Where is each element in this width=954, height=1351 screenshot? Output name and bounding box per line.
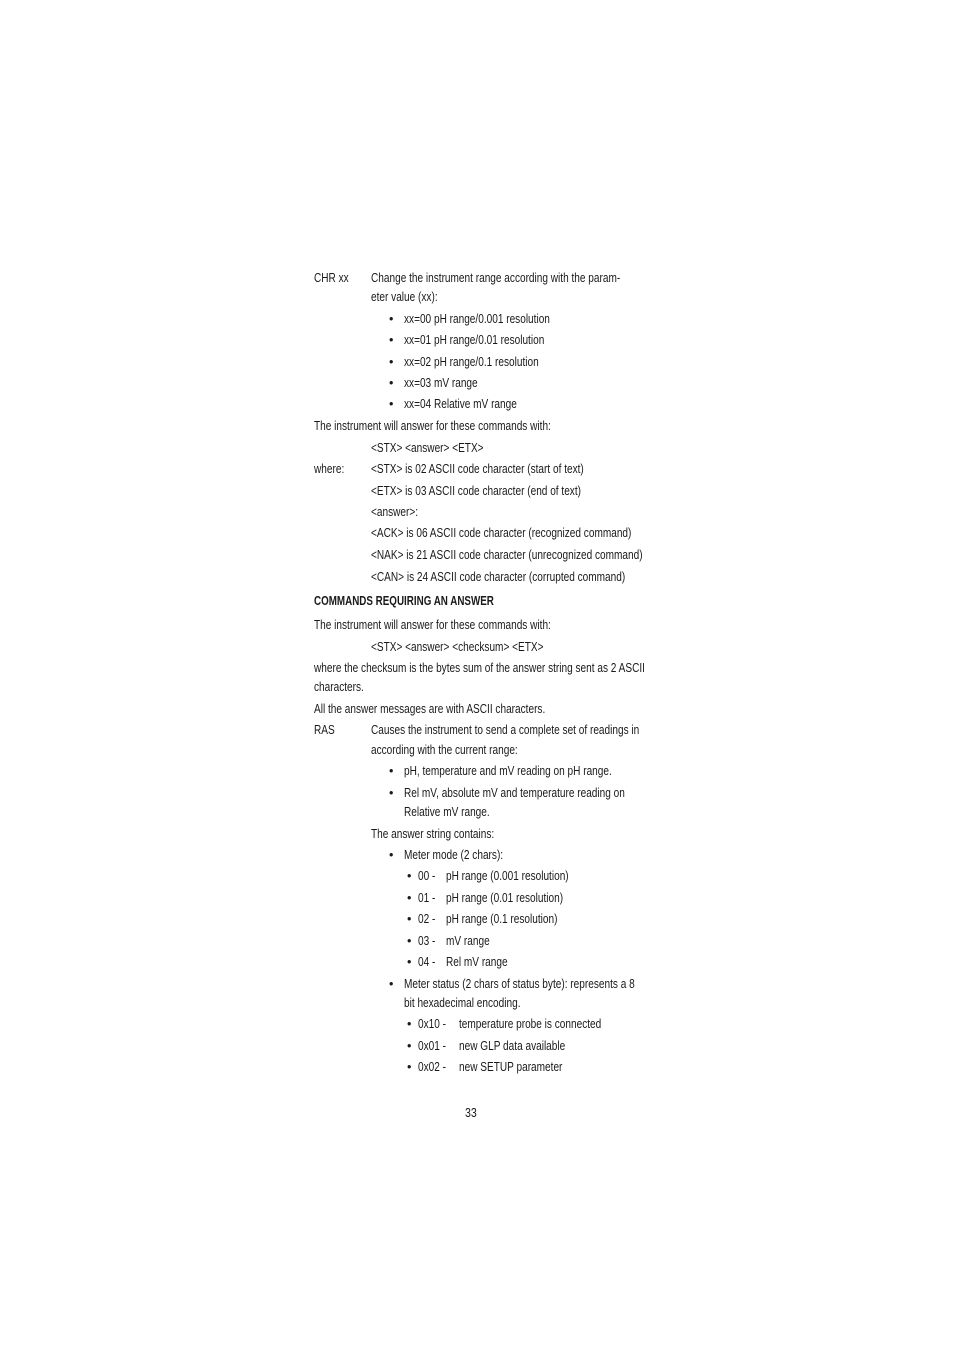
where-label: where:: [314, 462, 345, 476]
status-desc: new SETUP parameter: [459, 1060, 563, 1074]
answer-intro-2: The instrument will answer for these commands with:: [314, 618, 551, 632]
chr-option-03: xx=03 mV range: [404, 376, 478, 390]
status-desc: temperature probe is connected: [459, 1017, 602, 1031]
bullet-icon: •: [389, 848, 394, 862]
ras-reading-relmv-line1: Rel mV, absolute mV and temperature reading on: [404, 786, 625, 800]
answer-format-1: <STX> <answer> <ETX>: [371, 441, 484, 455]
ras-reading-relmv-line2: Relative mV range.: [404, 805, 490, 819]
where-nak: <NAK> is 21 ASCII code character (unrecognized command): [371, 548, 643, 562]
bullet-icon: •: [389, 376, 394, 390]
mode-desc: pH range (0.001 resolution): [446, 869, 569, 883]
bullet-icon: •: [389, 764, 394, 778]
ras-description-line2: according with the current range:: [371, 743, 518, 757]
chr-option-01: xx=01 pH range/0.01 resolution: [404, 333, 545, 347]
bullet-icon: •: [407, 869, 412, 883]
meter-status-line2: bit hexadecimal encoding.: [404, 996, 521, 1010]
mode-desc: pH range (0.01 resolution): [446, 891, 564, 905]
status-desc: new GLP data available: [459, 1039, 566, 1053]
status-code: 0x10 -: [418, 1017, 447, 1031]
status-code: 0x01 -: [418, 1039, 447, 1053]
mode-code: 03 -: [418, 934, 436, 948]
ras-command-term: RAS: [314, 723, 335, 737]
bullet-icon: •: [407, 1060, 412, 1074]
chr-command-term: CHR xx: [314, 271, 349, 285]
bullet-icon: •: [389, 977, 394, 991]
meter-mode-label: Meter mode (2 chars):: [404, 848, 504, 862]
checksum-line2: characters.: [314, 680, 364, 694]
section-heading: COMMANDS REQUIRING AN ANSWER: [314, 594, 494, 608]
bullet-icon: •: [389, 786, 394, 800]
status-code: 0x02 -: [418, 1060, 447, 1074]
bullet-icon: •: [407, 955, 412, 969]
mode-code: 01 -: [418, 891, 436, 905]
answer-contains: The answer string contains:: [371, 827, 495, 841]
mode-code: 04 -: [418, 955, 436, 969]
where-answer: <answer>:: [371, 505, 419, 519]
bullet-icon: •: [389, 333, 394, 347]
bullet-icon: •: [407, 934, 412, 948]
bullet-icon: •: [407, 891, 412, 905]
checksum-line1: where the checksum is the bytes sum of the answer string sent as 2 ASCII: [314, 661, 645, 675]
meter-status-line1: Meter status (2 chars of status byte): represents a 8: [404, 977, 635, 991]
answer-format-2: <STX> <answer> <checksum> <ETX>: [371, 640, 544, 654]
bullet-icon: •: [407, 912, 412, 926]
answer-intro-1: The instrument will answer for these commands with:: [314, 419, 551, 433]
where-etx: <ETX> is 03 ASCII code character (end of text): [371, 484, 582, 498]
chr-option-02: xx=02 pH range/0.1 resolution: [404, 355, 539, 369]
chr-option-00: xx=00 pH range/0.001 resolution: [404, 312, 550, 326]
chr-description-line1: Change the instrument range according with the param-: [371, 271, 621, 285]
ascii-note: All the answer messages are with ASCII characters.: [314, 702, 546, 716]
where-ack: <ACK> is 06 ASCII code character (recognized command): [371, 526, 632, 540]
mode-desc: pH range (0.1 resolution): [446, 912, 558, 926]
mode-desc: mV range: [446, 934, 490, 948]
chr-description-line2: eter value (xx):: [371, 290, 438, 304]
mode-code: 02 -: [418, 912, 436, 926]
page-number: 33: [465, 1105, 477, 1120]
where-stx: <STX> is 02 ASCII code character (start of text): [371, 462, 584, 476]
bullet-icon: •: [389, 355, 394, 369]
bullet-icon: •: [389, 397, 394, 411]
ras-reading-ph: pH, temperature and mV reading on pH range.: [404, 764, 612, 778]
where-can: <CAN> is 24 ASCII code character (corrupted command): [371, 570, 626, 584]
bullet-icon: •: [389, 312, 394, 326]
chr-option-04: xx=04 Relative mV range: [404, 397, 517, 411]
ras-description-line1: Causes the instrument to send a complete set of readings in: [371, 723, 640, 737]
bullet-icon: •: [407, 1017, 412, 1031]
bullet-icon: •: [407, 1039, 412, 1053]
mode-desc: Rel mV range: [446, 955, 508, 969]
mode-code: 00 -: [418, 869, 436, 883]
